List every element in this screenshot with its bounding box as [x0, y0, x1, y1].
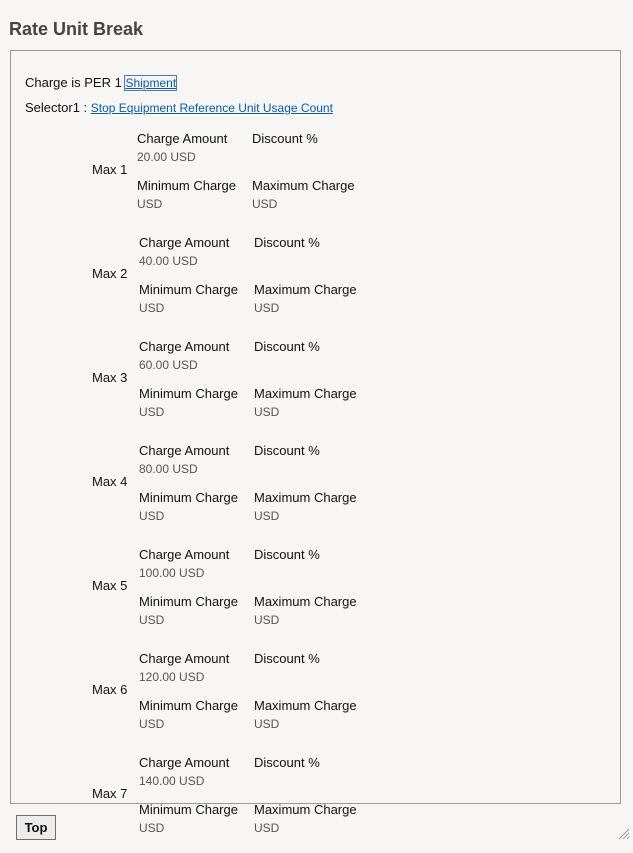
maximum-charge-label: Maximum Charge [254, 594, 357, 609]
minimum-charge-label: Minimum Charge [139, 490, 238, 505]
max-label: Max 2 [92, 266, 128, 281]
discount-label: Discount % [254, 755, 320, 770]
minimum-charge-value: USD [139, 301, 165, 315]
maximum-charge-label: Maximum Charge [254, 698, 357, 713]
minimum-charge-label: Minimum Charge [139, 386, 238, 401]
charge-amount-value: 40.00 USD [139, 254, 198, 268]
minimum-charge-label: Minimum Charge [139, 594, 238, 609]
charge-amount-value: 20.00 USD [137, 150, 196, 164]
discount-label: Discount % [254, 547, 320, 562]
rate-break-row [11, 233, 611, 333]
maximum-charge-value: USD [252, 197, 278, 211]
minimum-charge-label: Minimum Charge [137, 178, 236, 193]
max-label: Max 7 [92, 786, 128, 801]
max-label: Max 5 [92, 578, 128, 593]
rate-unit-break-panel[interactable] [10, 50, 621, 835]
maximum-charge-label: Maximum Charge [254, 490, 357, 505]
charge-amount-label: Charge Amount [139, 443, 230, 458]
rate-break-row [11, 545, 611, 645]
charge-amount-label: Charge Amount [137, 131, 228, 146]
charge-per-text: Charge is PER 1 [25, 75, 122, 90]
minimum-charge-value: USD [139, 509, 165, 523]
maximum-charge-value: USD [254, 405, 280, 419]
page-title: Rate Unit Break [9, 19, 144, 39]
minimum-charge-value: USD [139, 821, 165, 835]
minimum-charge-label: Minimum Charge [139, 282, 238, 297]
charge-amount-label: Charge Amount [139, 339, 230, 354]
minimum-charge-value: USD [139, 405, 165, 419]
charge-amount-value: 80.00 USD [139, 462, 198, 476]
resize-grip-icon[interactable] [618, 828, 630, 840]
max-label: Max 6 [92, 682, 128, 697]
discount-label: Discount % [252, 131, 318, 146]
maximum-charge-label: Maximum Charge [254, 386, 357, 401]
selector-link[interactable]: Stop Equipment Reference Unit Usage Count [90, 101, 333, 115]
maximum-charge-label: Maximum Charge [254, 802, 357, 817]
maximum-charge-value: USD [254, 509, 280, 523]
rate-break-row [11, 441, 611, 541]
max-label: Max 1 [92, 162, 128, 177]
charge-amount-value: 140.00 USD [139, 774, 205, 788]
max-label: Max 3 [92, 370, 128, 385]
charge-per-line [25, 75, 176, 90]
selector-label: Selector1 : [25, 100, 88, 115]
top-button[interactable]: Top [16, 815, 56, 840]
discount-label: Discount % [254, 443, 320, 458]
rate-break-row [11, 129, 611, 229]
maximum-charge-label: Maximum Charge [254, 282, 357, 297]
charge-amount-label: Charge Amount [139, 235, 230, 250]
minimum-charge-value: USD [139, 717, 165, 731]
charge-amount-label: Charge Amount [139, 755, 230, 770]
discount-label: Discount % [254, 235, 320, 250]
maximum-charge-value: USD [254, 717, 280, 731]
shipment-link[interactable]: Shipment [125, 76, 177, 90]
charge-amount-value: 120.00 USD [139, 670, 205, 684]
minimum-charge-value: USD [137, 197, 163, 211]
charge-amount-label: Charge Amount [139, 547, 230, 562]
maximum-charge-value: USD [254, 613, 280, 627]
maximum-charge-value: USD [254, 821, 280, 835]
minimum-charge-label: Minimum Charge [139, 802, 238, 817]
maximum-charge-label: Maximum Charge [252, 178, 355, 193]
selector-line [25, 100, 333, 115]
charge-amount-label: Charge Amount [139, 651, 230, 666]
minimum-charge-value: USD [139, 613, 165, 627]
minimum-charge-label: Minimum Charge [139, 698, 238, 713]
charge-amount-value: 100.00 USD [139, 566, 205, 580]
rate-break-row [11, 649, 611, 749]
discount-label: Discount % [254, 339, 320, 354]
rate-break-row [11, 337, 611, 437]
rate-break-row [11, 753, 611, 853]
charge-amount-value: 60.00 USD [139, 358, 198, 372]
discount-label: Discount % [254, 651, 320, 666]
maximum-charge-value: USD [254, 301, 280, 315]
max-label: Max 4 [92, 474, 128, 489]
